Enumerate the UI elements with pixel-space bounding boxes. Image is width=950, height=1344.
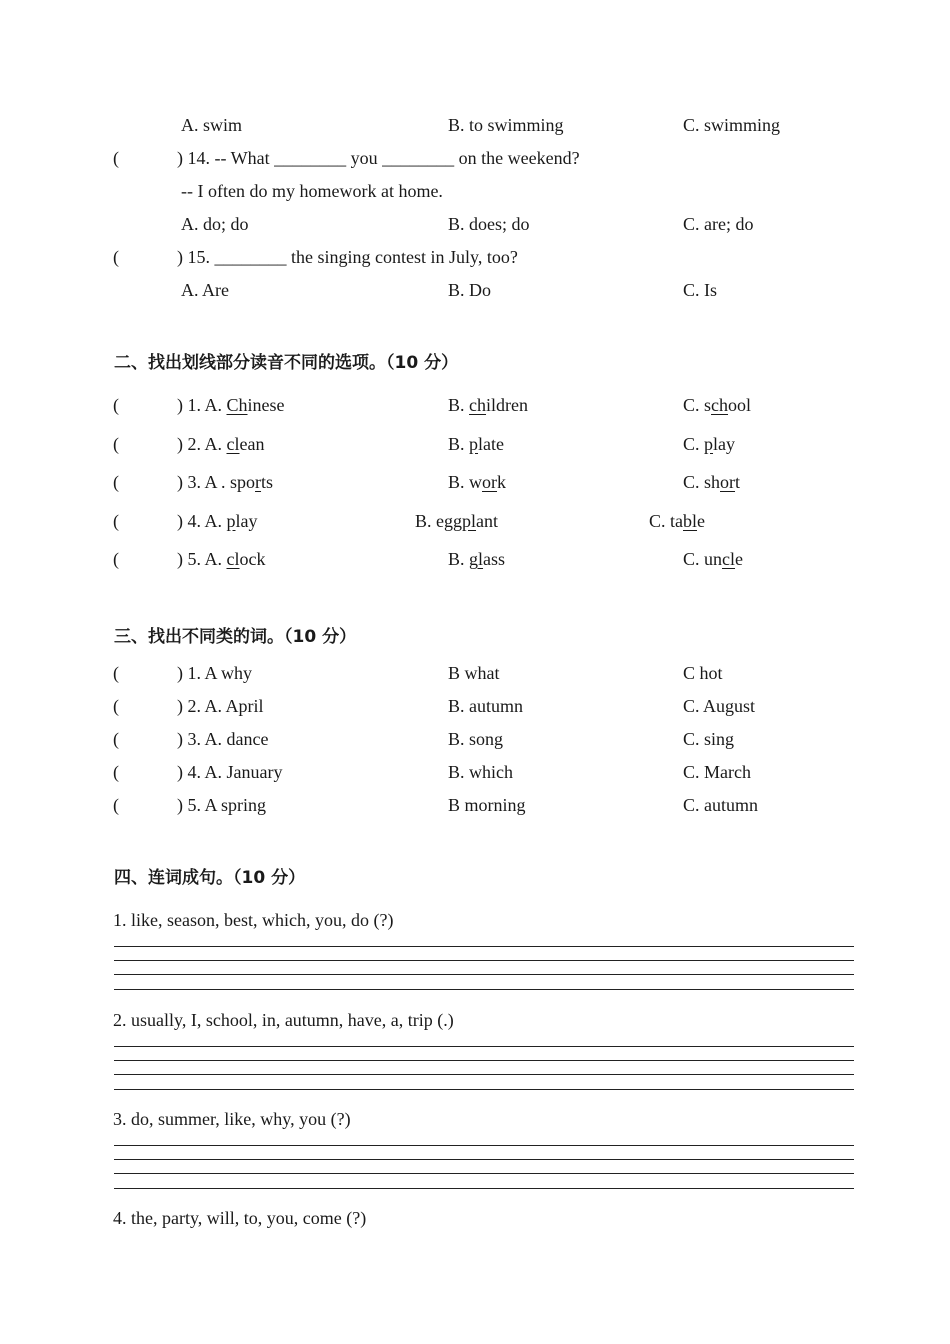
part2-q4-option-b: B. eggplant (415, 511, 499, 531)
q14-answer-paren[interactable]: ( (113, 148, 119, 168)
underlined-letters: cl (226, 549, 240, 569)
underlined-letters: p (704, 434, 714, 454)
writing-line (114, 974, 854, 975)
underlined-letters: ch (469, 395, 487, 415)
part2-q4-option-a: ) 4. A. play (177, 511, 258, 531)
underlined-letters: ch (711, 395, 729, 415)
underlined-letters: p (226, 511, 236, 531)
underlined-letters: cl (226, 434, 240, 454)
part2-q1-option-a: ) 1. A. Chinese (177, 395, 285, 415)
part3-q3-option-a: ) 3. A. dance (177, 729, 269, 749)
part3-q1-option-a: ) 1. A why (177, 663, 253, 683)
part2-q5-option-b: B. glass (448, 549, 506, 569)
writing-line (114, 960, 854, 961)
part2-q2-option-a: ) 2. A. clean (177, 434, 265, 454)
q13-option-c: C. swimming (683, 115, 781, 135)
writing-line (114, 1046, 854, 1047)
part4-q2-prompt: 2. usually, I, school, in, autumn, have, a, trip (.) (113, 1010, 454, 1030)
underlined-letters: pl (462, 511, 477, 531)
part4-q1-writing-lines[interactable] (114, 946, 854, 990)
part3-q3-paren[interactable]: ( (113, 729, 119, 749)
part4-q1-prompt: 1. like, season, best, which, you, do (?) (113, 910, 394, 930)
underlined-letters: bl (683, 511, 698, 531)
part3-q3-option-c: C. sing (683, 729, 735, 749)
part3-q4-option-c: C. March (683, 762, 751, 782)
part3-q1-paren[interactable]: ( (113, 663, 119, 683)
part2-q5-option-c: C. uncle (683, 549, 744, 569)
part2-q5-paren[interactable]: ( (113, 549, 119, 569)
q14-option-a: A. do; do (181, 214, 249, 234)
part4-q2-writing-lines[interactable] (114, 1046, 854, 1090)
part3-q2-option-b: B. autumn (448, 696, 523, 716)
part4-q3-prompt: 3. do, summer, like, why, you (?) (113, 1109, 351, 1129)
q15-option-c: C. Is (683, 280, 718, 300)
part2-q3-option-c: C. short (683, 472, 741, 492)
underlined-letters: cl (722, 549, 736, 569)
q15-answer-paren[interactable]: ( (113, 247, 119, 267)
part3-q2-option-c: C. August (683, 696, 756, 716)
part2-q4-paren[interactable]: ( (113, 511, 119, 531)
q14-stem: ) 14. -- What ________ you ________ on the weekend? (177, 148, 580, 168)
part2-q1-option-c: C. school (683, 395, 752, 415)
writing-line (114, 946, 854, 947)
underlined-letters: or (482, 472, 498, 492)
part2-q5-option-a: ) 5. A. clock (177, 549, 266, 569)
part2-q3-option-a: ) 3. A . sports (177, 472, 274, 492)
part3-q5-option-b: B morning (448, 795, 526, 815)
underlined-letters: gl (469, 549, 484, 569)
section-2-heading: 二、找出划线部分读音不同的选项。（10 分） (114, 353, 459, 373)
writing-line (114, 989, 854, 990)
part3-q5-option-a: ) 5. A spring (177, 795, 267, 815)
underlined-letters: Ch (226, 395, 248, 415)
part2-q2-option-b: B. plate (448, 434, 504, 454)
part3-q3-option-b: B. song (448, 729, 504, 749)
q15-option-a: A. Are (181, 280, 229, 300)
writing-line (114, 1159, 854, 1160)
part2-q2-option-c: C. play (683, 434, 736, 454)
q13-option-a: A. swim (181, 115, 243, 135)
part3-q1-option-c: C hot (683, 663, 723, 683)
writing-line (114, 1173, 854, 1174)
q14-reply: -- I often do my homework at home. (181, 181, 443, 201)
part2-q3-paren[interactable]: ( (113, 472, 119, 492)
q15-option-b: B. Do (448, 280, 492, 300)
part2-q4-option-c: C. table (649, 511, 706, 531)
part3-q5-paren[interactable]: ( (113, 795, 119, 815)
underlined-letters: r (255, 472, 262, 492)
section-3-heading: 三、找出不同类的词。（10 分） (114, 627, 357, 647)
underlined-letters: or (720, 472, 736, 492)
part2-q3-option-b: B. work (448, 472, 507, 492)
part3-q4-option-b: B. which (448, 762, 513, 782)
part2-q2-paren[interactable]: ( (113, 434, 119, 454)
writing-line (114, 1089, 854, 1090)
part3-q4-option-a: ) 4. A. January (177, 762, 283, 782)
part2-q1-paren[interactable]: ( (113, 395, 119, 415)
writing-line (114, 1145, 854, 1146)
part3-q2-option-a: ) 2. A. April (177, 696, 264, 716)
part3-q2-paren[interactable]: ( (113, 696, 119, 716)
writing-line (114, 1060, 854, 1061)
q14-option-c: C. are; do (683, 214, 754, 234)
part3-q5-option-c: C. autumn (683, 795, 758, 815)
q14-option-b: B. does; do (448, 214, 530, 234)
writing-line (114, 1188, 854, 1189)
part4-q3-writing-lines[interactable] (114, 1145, 854, 1189)
underlined-letters: p (469, 434, 479, 454)
q13-option-b: B. to swimming (448, 115, 564, 135)
part2-q1-option-b: B. children (448, 395, 529, 415)
part3-q1-option-b: B what (448, 663, 500, 683)
part4-q4-prompt: 4. the, party, will, to, you, come (?) (113, 1208, 367, 1228)
writing-line (114, 1074, 854, 1075)
section-4-heading: 四、连词成句。（10 分） (114, 868, 306, 888)
part3-q4-paren[interactable]: ( (113, 762, 119, 782)
q15-stem: ) 15. ________ the singing contest in July, too? (177, 247, 518, 267)
